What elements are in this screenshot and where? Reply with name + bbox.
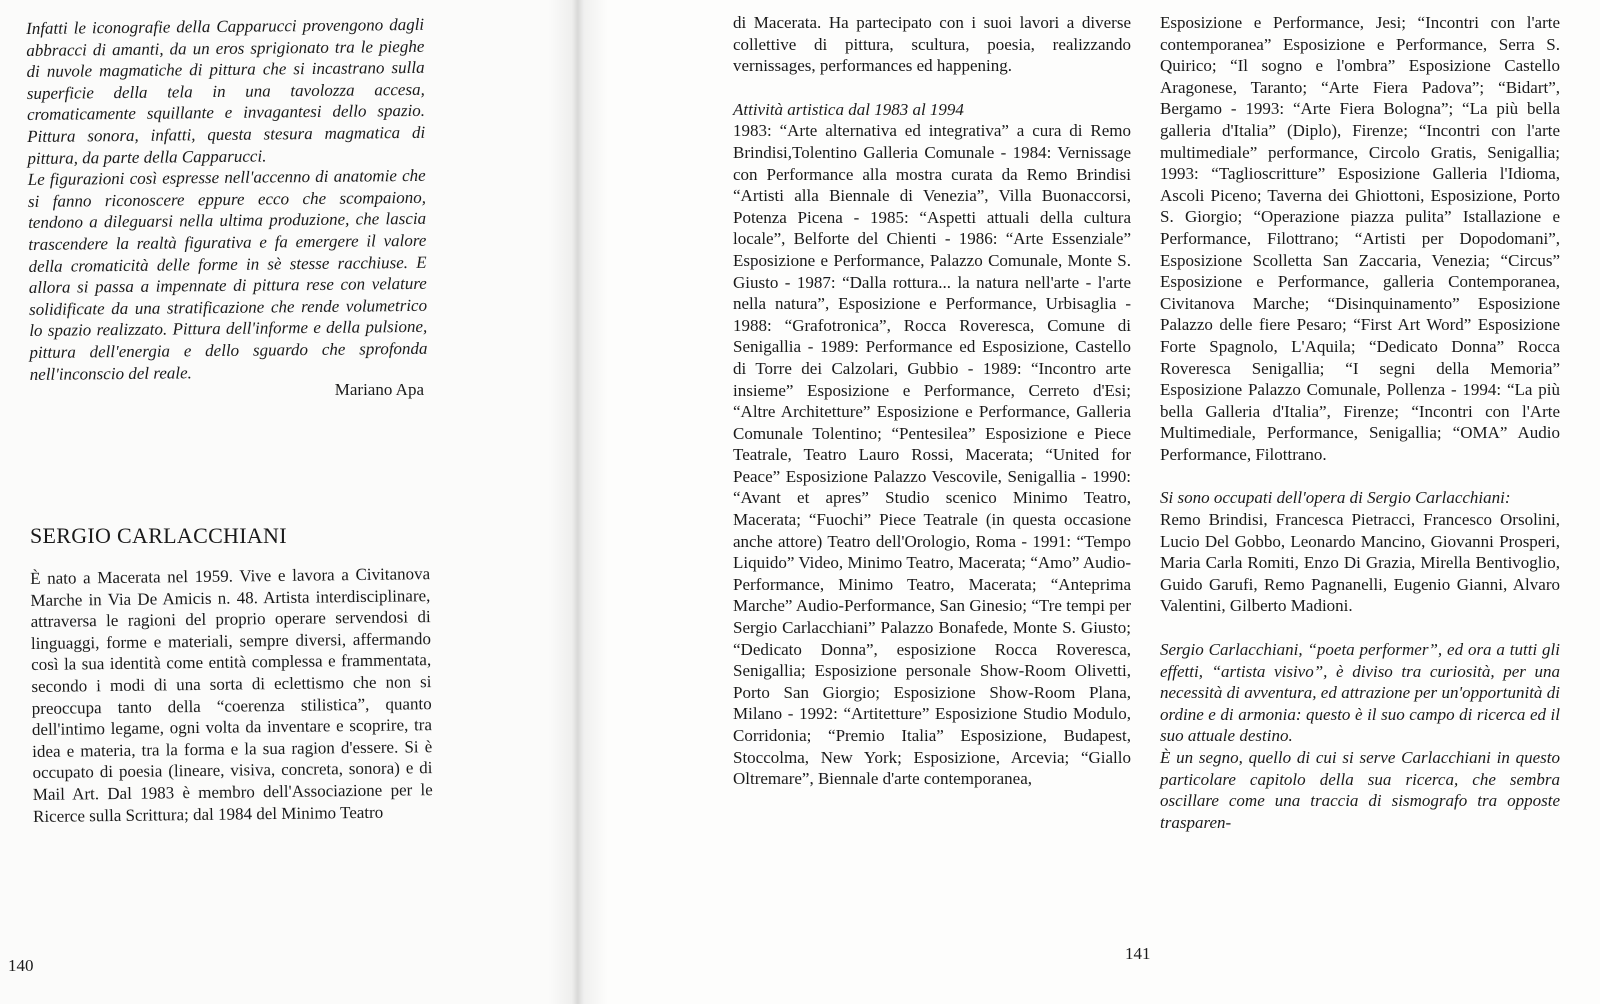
closing-paragraph: Sergio Carlacchiani, “poeta performer”, ed ora a tutti gli effetti, “artista visivo”, è diviso tra curiosità, per una necessità di avventura, ed attrazione per un'opportunità di ordine e di armonia: questo è il suo campo di ricerca ed il suo attuale destino. bbox=[1160, 640, 1560, 746]
author-signature: Mariano Apa bbox=[334, 380, 424, 399]
activity-list-part1: 1983: “Arte alternativa ed integrativa” a cura di Remo Brindisi,Tolentino Galleria Comunale - 1984: Vernissage con Performance alla mostra curata da Remo Brindisi “Artisti alla Biennale di Venezia”, Villa Buonaccorsi, Potenza Picena - 1985: “Aspetti attuali della cultura locale”, Belforte del Chienti - 1986: “Arte Essenziale” Esposizione e Performance, Palazzo Comunale, Monte S. Giusto - 1987: “Dalla rottura... la natura nell'arte - l'arte nella natura”, Esposizione e Performance, Urbisaglia - 1988: “Grafotronica”, Rocca Roveresca, Comune di Senigallia - 1989: Performance ed Esposizione, Castello di Torre dei Calzolari, Gubbio - 1989: “Incontro arte insieme” Esposizione e Performance, Cerreto d'Esi; “Altre Architetture” Esposizione e Performance, Galleria Comunale Tolentino; “Pentesilea” Esposizione e Piece Teatrale, Teatro Lauro Rossi, Macerata; “United for Peace” Esposizione Palazzo Vescovile, Senigallia - 1990: “Avant et apres” Studio scenico Minimo Teatro, Macerata; “Fuochi” Piece Teatrale (in questa occasione anche attore) Teatro dell'Orologio, Roma - 1991: “Tempo Liquido” Video, Minimo Teatro, Macerata; “Amo” Audio-Performance, Minimo Teatro, Macerata; “Anteprima Marche” Audio-Performance, San Ginesio; “Tre tempi per Sergio Carlacchiani” Palazzo Bonafede, Monte S. Giusto; “Dedicato Donna”, esposizione Rocca Roveresca, Senigallia; Esposizione personale Show-Room Olivetti, Porto San Giorgio; Esposizione Show-Room Plana, Milano - 1992: “Artitetture” Esposizione Studio Modulo, Corridonia; “Premio Italia” Esposizione, Budapest, Stoccolma, New York; Esposizione, Arcevia; “Giallo Oltremare”, Biennale d'arte contemporanea, bbox=[733, 121, 1131, 789]
page-number-right: 141 bbox=[1125, 944, 1151, 963]
activity-list-part2: Esposizione e Performance, Jesi; “Incontri con l'arte contemporanea” Esposizione e Performance, Serra S. Quirico; “Il sogno e l'ombra” Esposizione Castello Aragonese, Taranto; “Arte Fiera Padova”; “Bidart”, Bergamo - 1993: “Arte Fiera Bologna”; “La più bella galleria d'Italia” (Diplo), Firenze; “Incontri con l'arte multimediale” performance, Circolo Gratis, Senigallia; 1993: “Taglioscritture” Esposizione Galleria l'Idioma, Ascoli Piceno; Taverna dei Ghiottoni, Esposizione, Porto S. Giorgio; “Operazione piazza pulita” Istallazione e Performance, Filottrano; “Artisti per Dopodomani”, Esposizione Scolletta San Zaccaria, Venezia; “Circus” Esposizione e Performance, galleria Contemporanea, Civitanova Marche; “Disinquinamento” Esposizione Palazzo delle fiere Pesaro; “First Art Word” Esposizione Forte Spagnolo, L'Aquila; “Dedicato Donna” Rocca Roveresca Senigallia; “I segni della Memoria” Esposizione Palazzo Comunale, Pollenza - 1994: “La più bella Galleria d'Italia”, Firenze; “Incontri con l'Arte Multimediale, Performance, Senigallia; “OMA” Audio Performance, Filottrano. bbox=[1160, 13, 1560, 464]
artist-name-heading: SERGIO CARLACCHIANI bbox=[30, 523, 287, 548]
left-page bbox=[0, 0, 578, 1004]
right-column-1 bbox=[733, 12, 1131, 790]
right-column-2 bbox=[1160, 12, 1560, 833]
activity-heading: Attività artistica dal 1983 al 1994 bbox=[733, 99, 964, 119]
critics-list: Remo Brindisi, Francesca Pietracci, Francesco Orsolini, Lucio Del Gobbo, Leonardo Mancino, Giovanni Prosperi, Maria Carla Romiti, Enzo Di Grazia, Mirella Bentivoglio, Guido Garufi, Remo Pagnanelli, Eugenio Gianni, Alvaro Valentini, Gilberto Madioni. bbox=[1160, 510, 1560, 616]
intro-paragraph: Le figurazioni così espresse nell'accenno di anatomie che si fanno riconoscere eppure ecco che scompaiono, tendono a dileguarsi nella ultima produzione, che lascia trascendere la realtà figurativa e fa emergere il valore della cromaticità delle forme in sè stesse racchiuse. E allora si passa a impennate di pittura rese con velature solidificate da una stratificazione che rende volumetrico lo spazio realizzato. Pittura dell'informe e della pulsione, pittura dell'energia e dello sguardo che sprofonda nell'inconscio del reale. bbox=[27, 165, 428, 384]
closing-paragraph: È un segno, quello di cui si serve Carlacchiani in questo particolare capitolo della sua ricerca, che sembra oscillare come una traccia di sismografo tra opposte trasparen- bbox=[1160, 748, 1560, 832]
artist-bio: È nato a Macerata nel 1959. Vive e lavora a Civitanova Marche in Via De Amicis n. 48. Artista interdisciplinare, attraversa le ragioni del proprio operare servendosi di linguaggi, forme e materiali, sempre diversi, affermando così la sua identità come entità complessa e frammentata, secondo i modi di una sorta di eclettismo che non si preoccupa tanto della “coerenza stilistica”, quanto dell'intimo legame, ogni volta da inventare e scoprire, tra idea e materia, tra la forma e la sua ragion d'essere. Si è occupato di poesia (lineare, visiva, concreta, sonora) e di Mail Art. Dal 1983 è membro dell'Associazione per le Ricerce sulla Scrittura; dal 1984 del Minimo Teatro bbox=[30, 564, 433, 826]
page-number-left: 140 bbox=[8, 956, 34, 975]
bio-continuation: di Macerata. Ha partecipato con i suoi lavori a diverse collettive di pittura, scultura, poesia, realizzando vernissages, performances ed happening. bbox=[733, 13, 1131, 76]
critics-heading: Si sono occupati dell'opera di Sergio Carlacchiani: bbox=[1160, 488, 1511, 508]
intro-paragraph: Infatti le iconografie della Capparucci provengono dagli abbracci di amanti, da un eros sprigionato tra le pieghe di nuvole magmatiche di pittura che si incastrano sulla superficie della tela in una tavolozza accesa, cromaticamente squillante e invagantesi dello spazio. Pittura sonora, infatti, questa stesura magmatica di pittura, da parte della Capparucci. bbox=[26, 14, 426, 168]
intro-text bbox=[26, 14, 428, 385]
